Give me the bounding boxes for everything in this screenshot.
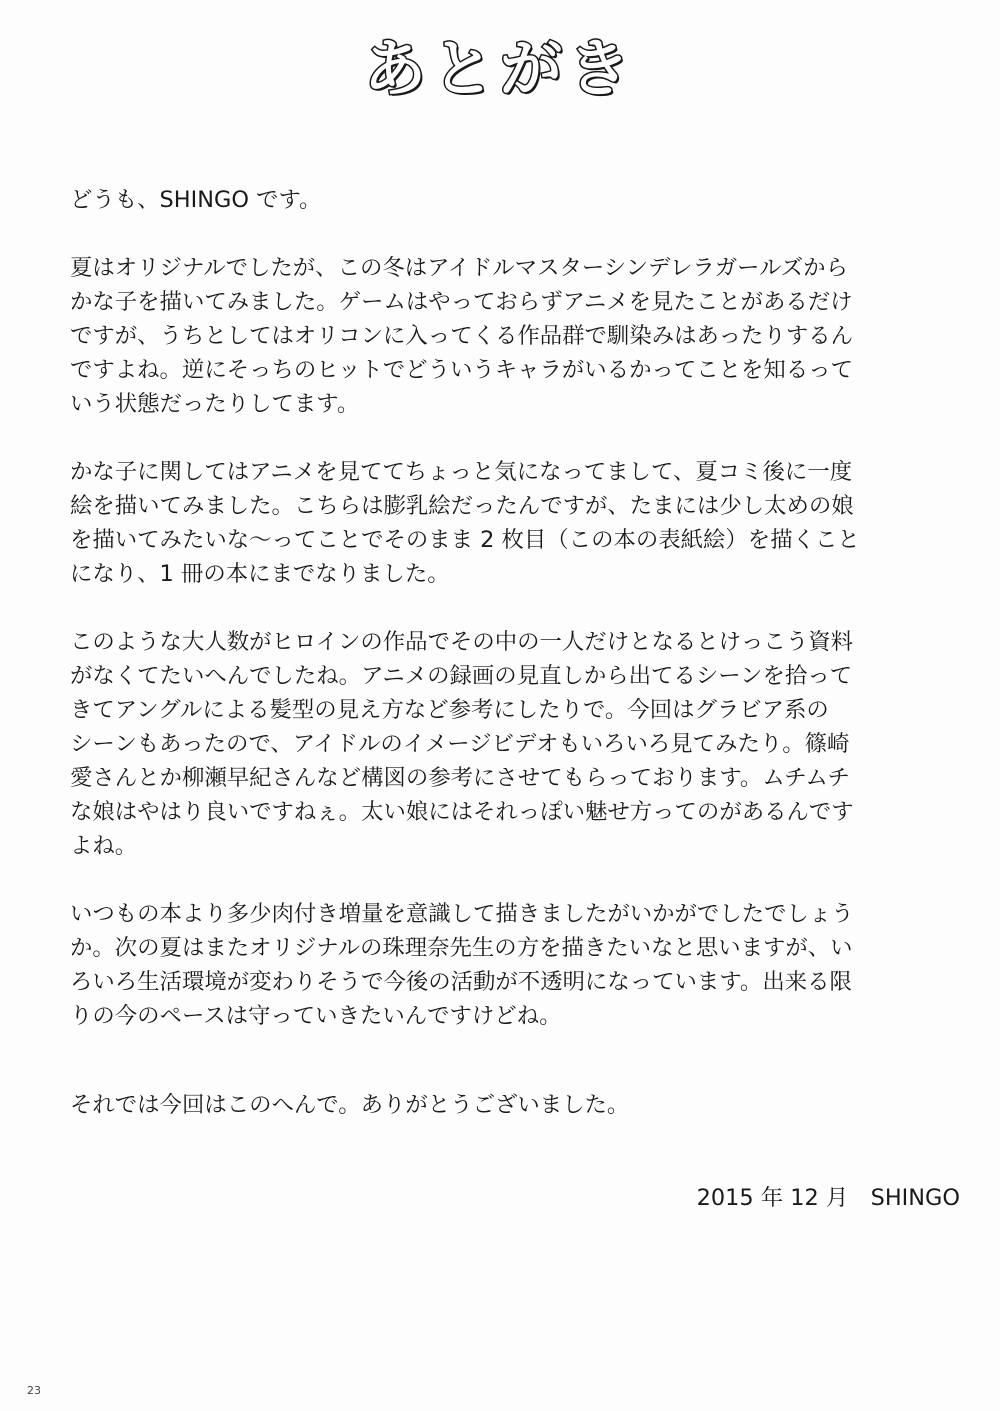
paragraph-future: いつもの本より多少肉付き増量を意識して描きましたがいかがでしたでしょう か。次の夏はまたオリジナルの珠理奈先生の方を描きたいなと思いますが、い ろいろ生活環境が変わりそうで今後の活動が不透明になっています。出来る限 りの今のペースは守っていきたいんですけどね。 [70,901,854,1029]
paragraph-about-work: 夏はオリジナルでしたが、この冬はアイドルマスターシンデレラガールズから かな子を描いてみました。ゲームはやっておらずアニメを見たことがあるだけ ですが、うちとしてはオリコンに入ってくる作品群で馴染みはあったりするん ですよね。逆にそっちのヒットでどういうキャラがいるかってことを知るって いう状態だったりしてます。 [70,255,853,417]
paragraph-greeting: どうも、SHINGO です。 [70,187,322,213]
page-number: 23 [27,1384,41,1397]
paragraph-closing: それでは今回はこのへんで。ありがとうございました。 [70,1092,630,1118]
page-title: あとがき [363,32,636,105]
signature-date-author: 2015 年 12 月 SHINGO [696,1185,960,1211]
afterword-body [70,183,962,1122]
paragraph-references: このような大人数がヒロインの作品でその中の一人だけとなるとけっこう資料 がなくてたいへんでしたね。アニメの録画の見直しから出てるシーンを拾って きてアングルによる髪型の見え方など参考にしたりで。今回はグラビア系の シーンもあったので、アイドルのイメージビデオもいろいろ見てみたり。篠崎 愛さんとか柳瀬早紀さんなど構図の参考にさせてもらっております。ムチムチ な娘はやはり良いですねぇ。太い娘にはそれっぽい魅せ方ってのがあるんです よね。 [70,629,854,859]
paragraph-about-kanako: かな子に関してはアニメを見ててちょっと気になってまして、夏コミ後に一度 絵を描いてみました。こちらは膨乳絵だったんですが、たまには少し太めの娘 を描いてみたいな〜ってことでそのまま 2 枚目（この本の表紙絵）を描くこと になり、1 冊の本にまでなりました。 [70,459,860,587]
